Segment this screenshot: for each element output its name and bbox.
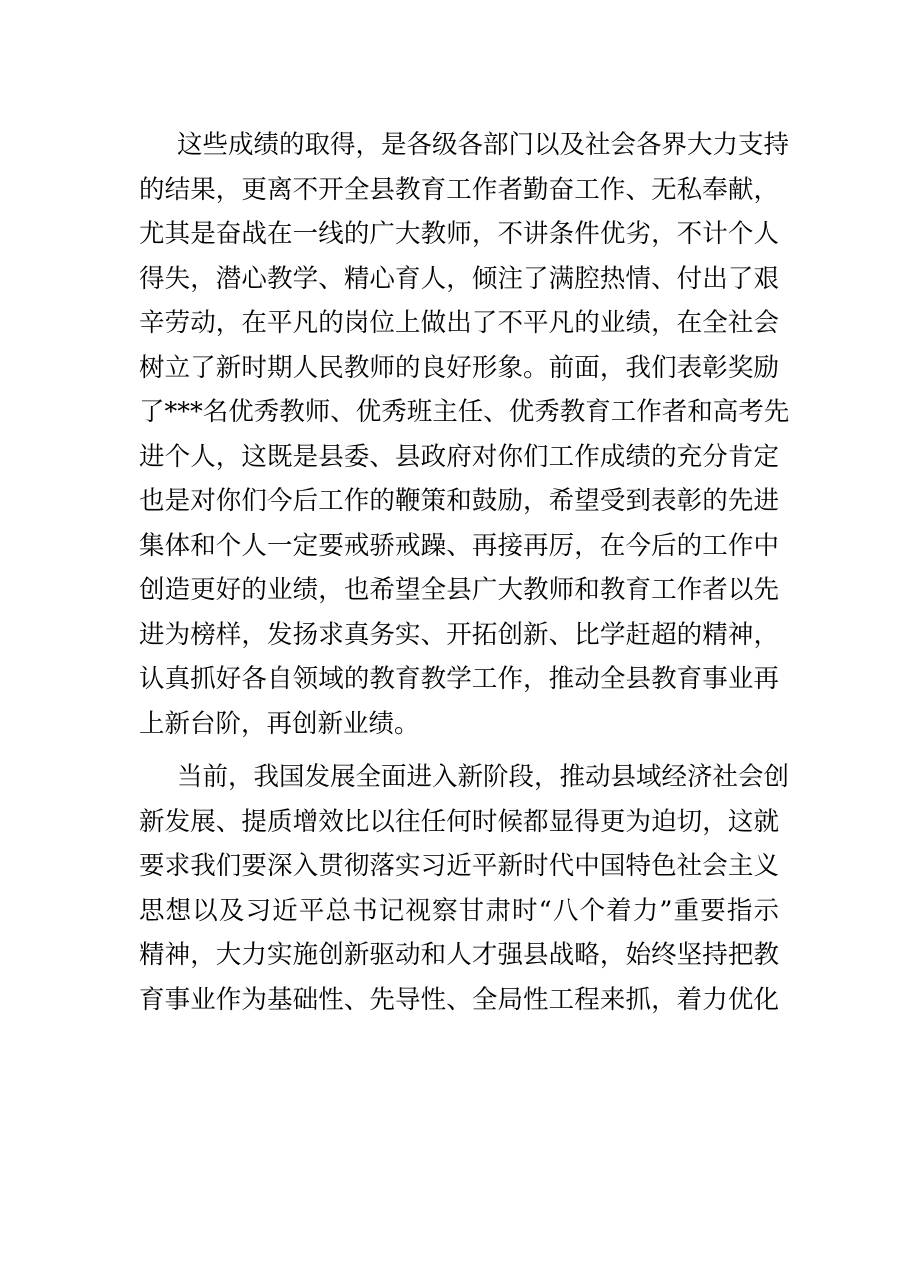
text-line: 进个人，这既是县委、县政府对你们工作成绩的充分肯定 [139,441,779,472]
text-line: 了***名优秀教师、优秀班主任、优秀教育工作者和高考先 [139,397,790,427]
text-line: 认真抓好各自领域的教育教学工作，推动全县教育事业再 [139,664,779,694]
text-line: 得失，潜心教学、精心育人，倾注了满腔热情、付出了艰 [139,263,779,294]
text-line: 精神，大力实施创新驱动和人才强县战略，始终坚持把教 [139,940,779,970]
text-line: 树立了新时期人民教师的良好形象。前面，我们表彰奖励 [139,352,779,383]
text-line: 的结果，更离不开全县教育工作者勤奋工作、无私奉献， [139,174,779,205]
paragraph [139,755,790,1022]
text-line: 创造更好的业绩，也希望全县广大教师和教育工作者以先 [139,575,779,605]
text-line: 这些成绩的取得，是各级各部门以及社会各界大力支持 [177,130,790,160]
paragraph [139,123,790,746]
text-line: 新发展、提质增效比以往任何时候都显得更为迫切，这就 [139,806,779,837]
text-line: 集体和个人一定要戒骄戒躁、再接再厉，在今后的工作中 [139,530,779,561]
body-text [139,123,790,1022]
text-line: 尤其是奋战在一线的广大教师，不讲条件优劣，不计个人 [139,219,779,249]
text-line: 进为榜样，发扬求真务实、开拓创新、比学赶超的精神， [139,619,779,650]
text-line: 思想以及习近平总书记视察甘肃时“八个着力”重要指示 [139,895,779,926]
text-line: 辛劳动，在平凡的岗位上做出了不平凡的业绩，在全社会 [139,308,779,338]
text-line: 上新台阶，再创新业绩。 [139,708,420,739]
text-line: 育事业作为基础性、先导性、全局性工程来抓，着力优化 [139,984,779,1015]
text-line: 要求我们要深入贯彻落实习近平新时代中国特色社会主义 [139,851,779,881]
text-line: 也是对你们今后工作的鞭策和鼓励，希望受到表彰的先进 [139,486,779,516]
paragraph-spacer [139,746,779,755]
text-line: 当前，我国发展全面进入新阶段，推动县域经济社会创 [177,762,790,792]
